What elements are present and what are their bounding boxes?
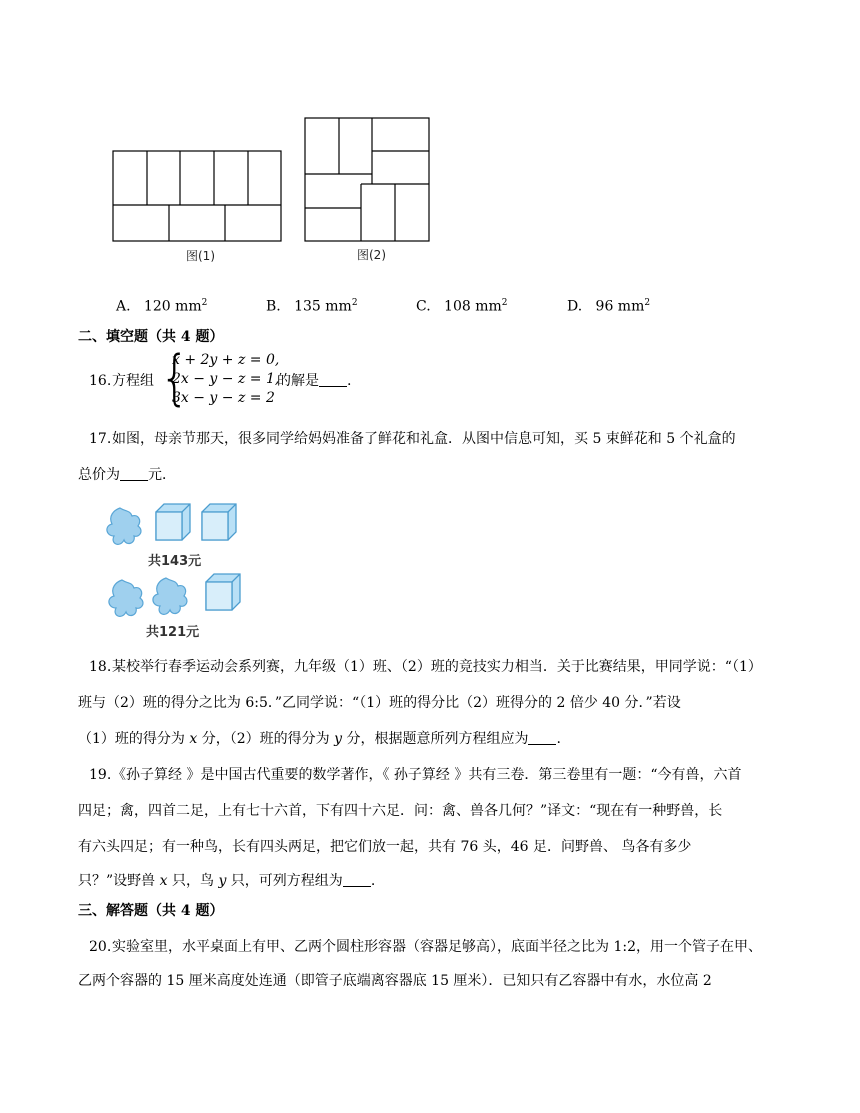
q18-line-3-end: . xyxy=(556,731,561,747)
q16-prefix: 方程组 xyxy=(112,373,154,389)
q16-blank[interactable] xyxy=(319,372,347,387)
figure-1-tiling xyxy=(112,148,284,243)
q16-end: . xyxy=(347,373,352,389)
option-a xyxy=(116,293,207,317)
q17-line-2 xyxy=(78,465,176,485)
q19-line-2: 四足；禽，四首二足，上有七十六首，下有四十六足．问：禽、兽各几何？”译文：“现在有一种野兽，长 xyxy=(78,803,723,819)
q16-equation-3: 3x − y − z = 2 xyxy=(172,390,275,406)
q16-equation-1: x + 2y + z = 0, xyxy=(172,352,280,368)
q17-line-1: 如图，母亲节那天，很多同学给妈妈准备了鲜花和礼盒．从图中信息可知，买 5 束鲜花和 5 个礼盒的 xyxy=(112,431,736,447)
q19-line-1: 《孙子算经 》是中国古代重要的数学著作，《 孙子算经 》共有三卷．第三卷里有一题：“今有兽，六首 xyxy=(112,767,742,783)
option-b-letter: B. xyxy=(266,298,281,315)
option-a-value: 120 mm xyxy=(143,298,202,315)
q20-number: 20. xyxy=(89,939,112,955)
flower-icon xyxy=(153,578,187,614)
option-b-value: 135 mm xyxy=(294,298,352,315)
q19-line-3: 有六头四足；有一种鸟，长有四头两足，把它们放一起，共有 76 头，46 足．问野兽、 鸟各有多少 xyxy=(78,839,692,855)
q19-blank[interactable] xyxy=(343,872,371,887)
q17-number: 17. xyxy=(89,431,112,447)
option-a-letter: A. xyxy=(116,298,131,315)
q16-answer-line xyxy=(277,371,351,391)
q18-var-y: y xyxy=(334,731,343,747)
q18-line-3-a: （1）班的得分为 xyxy=(78,731,185,747)
q19-var-y: y xyxy=(218,873,227,889)
q17-flowers-boxes-picture xyxy=(100,500,250,640)
option-b xyxy=(266,293,358,317)
q16-number: 16. xyxy=(89,373,112,389)
q18-line-3-b: 分，（2）班的得分为 xyxy=(201,731,330,747)
option-c-sup: 2 xyxy=(501,298,508,308)
q19-number: 19. xyxy=(89,767,112,783)
q18-line-3 xyxy=(78,729,561,749)
flower-icon xyxy=(109,580,143,616)
option-c xyxy=(416,293,508,317)
section-2-heading: 二、填空题（共 4 题） xyxy=(78,329,224,345)
figure-2-caption: 图(2) xyxy=(357,248,386,262)
q16-suffix: 的解是 xyxy=(277,373,319,389)
flower-icon xyxy=(107,508,141,544)
option-c-letter: C. xyxy=(416,298,431,315)
option-c-value: 108 mm xyxy=(444,298,502,315)
q18-var-x: x xyxy=(189,731,198,747)
option-a-sup: 2 xyxy=(201,298,208,308)
q19-var-x: x xyxy=(159,873,168,889)
option-d xyxy=(567,293,650,317)
q16-brace: { xyxy=(160,341,190,413)
q17-line-2-after: 元． xyxy=(148,467,176,483)
q17-blank[interactable] xyxy=(120,466,148,481)
option-d-letter: D. xyxy=(567,298,583,315)
q19-line-4-b: 只，鸟 xyxy=(171,873,214,889)
figure-1-caption: 图(1) xyxy=(186,249,215,263)
q20-line-2: 乙两个容器的 15 厘米高度处连通（即管子底端离容器底 15 厘米）．已知只有乙容器中有水，水位高 2 xyxy=(78,973,712,989)
q19-line-4-c: 只，可列方程组为 xyxy=(230,873,343,889)
section-3-heading: 三、解答题（共 4 题） xyxy=(78,903,224,919)
row-2 xyxy=(109,574,240,616)
option-d-sup: 2 xyxy=(644,298,651,308)
q16-equation-2: 2x − y − z = 1, xyxy=(172,371,280,387)
q17-price-1: 共143元 xyxy=(148,554,202,569)
figure-2-tiling xyxy=(304,117,430,243)
q20-line-1: 实验室里，水平桌面上有甲、乙两个圆柱形容器（容器足够高），底面半径之比为 1:2，用一个管子在甲、 xyxy=(112,939,762,955)
q17-line-2-before: 总价为 xyxy=(78,467,120,483)
option-d-value: 96 mm xyxy=(595,298,645,315)
q18-line-1: 某校举行春季运动会系列赛，九年级（1）班、（2）班的竞技实力相当．关于比赛结果，甲同学说：“（1） xyxy=(112,659,762,675)
q18-line-3-c: 分，根据题意所列方程组应为 xyxy=(346,731,529,747)
q18-line-2: 班与（2）班的得分之比为 6:5．”乙同学说：“（1）班的得分比（2）班得分的 2 倍少 40 分．”若设 xyxy=(78,695,681,711)
q17-price-2: 共121元 xyxy=(146,625,200,640)
option-b-sup: 2 xyxy=(351,298,358,308)
gift-box-icon xyxy=(206,574,240,610)
q19-line-4-end: . xyxy=(370,873,376,889)
gift-box-icon xyxy=(202,504,236,540)
q19-line-4 xyxy=(78,871,375,891)
gift-box-icon xyxy=(156,504,190,540)
row-1 xyxy=(107,504,236,544)
q18-blank[interactable] xyxy=(528,730,556,745)
q18-number: 18. xyxy=(89,659,112,675)
q19-line-4-a: 只？”设野兽 xyxy=(78,873,156,889)
